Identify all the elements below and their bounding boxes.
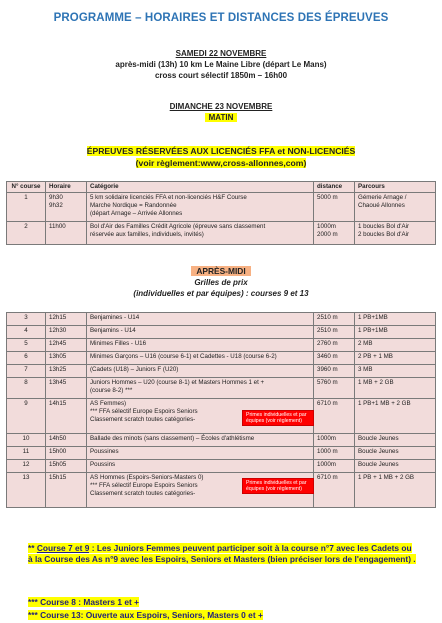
row-category-cell xyxy=(87,399,314,434)
row-num: 11 xyxy=(7,447,46,460)
prime-badge: Primes individuelles et par équipes (voir règlement) xyxy=(242,410,314,426)
row-time: 13h45 xyxy=(46,378,87,399)
row-distance: 2760 m xyxy=(314,339,355,352)
row-time: 13h25 xyxy=(46,365,87,378)
row-category: Poussines xyxy=(87,447,314,460)
afternoon-block xyxy=(0,266,442,299)
row-category: 5 km solidaire licenciés FFA et non-licenciés H&F Course Marche Nordique = Randonnée (départ Arnage – Arrivée Allonnes xyxy=(87,193,314,222)
row-num: 7 xyxy=(7,365,46,378)
row-distance: 2510 m xyxy=(314,313,355,326)
header-time: Horaire xyxy=(46,182,87,193)
table-row xyxy=(7,193,436,222)
row-num: 8 xyxy=(7,378,46,399)
table-row xyxy=(7,313,436,326)
note2-text: *** Course 8 : Masters 1 et + xyxy=(28,597,140,607)
row-distance: 1000 m xyxy=(314,447,355,460)
row-time: 15h15 xyxy=(46,473,87,508)
row-time: 14h15 xyxy=(46,399,87,434)
row-category: Benjamins - U14 xyxy=(87,326,314,339)
table-row xyxy=(7,365,436,378)
row-category: Minimes Garçons – U16 (course 6-1) et Cadettes - U18 (course 6-2) xyxy=(87,352,314,365)
row-category: (Cadets (U18) – Juniors F (U20) xyxy=(87,365,314,378)
table-row xyxy=(7,339,436,352)
row-distance: 6710 m xyxy=(314,399,355,434)
table-row xyxy=(7,378,436,399)
row-distance: 2510 m xyxy=(314,326,355,339)
table-row xyxy=(7,352,436,365)
row-category-cell xyxy=(87,473,314,508)
table-row xyxy=(7,434,436,447)
note1-course: Course 7 et 9 xyxy=(36,543,90,553)
note1-prefix: ** xyxy=(28,543,37,553)
row-distance: 5000 m xyxy=(314,193,355,222)
row-num: 2 xyxy=(7,222,46,245)
row-parcours: 1 MB + 2 GB xyxy=(355,378,436,399)
row-num: 9 xyxy=(7,399,46,434)
row-category: AS Hommes (Espoirs-Seniors-Masters 0) *** FFA sélectif Europe Espoirs Seniors Classement scratch toutes catégories- xyxy=(90,474,204,497)
row-num: 13 xyxy=(7,473,46,508)
table-row xyxy=(7,473,436,508)
row-num: 5 xyxy=(7,339,46,352)
row-category: Bol d'Air des Familles Crédit Agricole (épreuve sans classement réservée aux familles, individuels, invités) xyxy=(87,222,314,245)
note-3 xyxy=(28,610,418,621)
row-time: 13h05 xyxy=(46,352,87,365)
row-distance: 3960 m xyxy=(314,365,355,378)
row-time: 15h00 xyxy=(46,447,87,460)
row-parcours: 1 boucles Bol d'Air 2 boucles Bol d'Air xyxy=(355,222,436,245)
row-parcours: Boucle Jeunes xyxy=(355,447,436,460)
reserved-line1: ÉPREUVES RÉSERVÉES AUX LICENCIÉS FFA et NON-LICENCIÉS xyxy=(86,146,356,156)
saturday-date: SAMEDI 22 NOVEMBRE xyxy=(175,49,267,58)
saturday-line2: cross court sélectif 1850m – 16h00 xyxy=(154,71,288,80)
table-header xyxy=(7,182,436,193)
sunday-date: DIMANCHE 23 NOVEMBRE xyxy=(169,102,273,111)
morning-table xyxy=(6,181,436,245)
row-num: 12 xyxy=(7,460,46,473)
reserved-block xyxy=(0,145,442,169)
note-2 xyxy=(28,597,418,608)
row-num: 1 xyxy=(7,193,46,222)
header-category: Catégorie xyxy=(87,182,314,193)
row-time: 12h30 xyxy=(46,326,87,339)
saturday-block xyxy=(0,48,442,81)
row-parcours: Gémerie Arnage / Chaoué Allonnes xyxy=(355,193,436,222)
row-distance: 3460 m xyxy=(314,352,355,365)
row-time: 14h50 xyxy=(46,434,87,447)
note1-text: : Les Juniors Femmes peuvent participer soit à la course n°7 avec les Cadets ou à la Course des As n°9 avec les Espoirs, Seniors et Masters (bien préciser lors de l'engagement) . xyxy=(28,543,416,564)
row-parcours: Boucle Jeunes xyxy=(355,460,436,473)
row-parcours: 1 PB + 1 MB + 2 GB xyxy=(355,473,436,508)
note3-text: *** Course 13: Ouverte aux Espoirs, Seniors, Masters 0 et + xyxy=(28,610,263,620)
row-distance: 5760 m xyxy=(314,378,355,399)
row-category: Minimes Filles - U16 xyxy=(87,339,314,352)
row-category: Ballade des minots (sans classement) – Écoles d'athlétisme xyxy=(87,434,314,447)
sunday-block xyxy=(0,101,442,123)
row-time: 15h05 xyxy=(46,460,87,473)
row-parcours: 2 MB xyxy=(355,339,436,352)
reserved-line2: (voir règlement:www,cross-allonnes,com) xyxy=(135,158,307,168)
table-row xyxy=(7,222,436,245)
table-row xyxy=(7,447,436,460)
row-parcours: 1 PB+1MB xyxy=(355,326,436,339)
row-time: 12h45 xyxy=(46,339,87,352)
table-row xyxy=(7,460,436,473)
row-num: 6 xyxy=(7,352,46,365)
row-category: Poussins xyxy=(87,460,314,473)
row-category: Juniors Hommes – U20 (course 8-1) et Masters Hommes 1 et + (course 8-2) *** xyxy=(87,378,314,399)
row-parcours: 1 PB+1 MB + 2 GB xyxy=(355,399,436,434)
row-num: 10 xyxy=(7,434,46,447)
row-distance: 6710 m xyxy=(314,473,355,508)
note-1 xyxy=(28,543,418,565)
row-num: 3 xyxy=(7,313,46,326)
row-parcours: 1 PB+1MB xyxy=(355,313,436,326)
row-parcours: Boucle Jeunes xyxy=(355,434,436,447)
table-row xyxy=(7,399,436,434)
saturday-line1: après-midi (13h) 10 km Le Maine Libre (départ Le Mans) xyxy=(115,60,327,69)
header-num: N° course xyxy=(7,182,46,193)
afternoon-table xyxy=(6,312,436,508)
row-category: Benjamines - U14 xyxy=(87,313,314,326)
row-distance: 1000m xyxy=(314,434,355,447)
row-category: AS Femmes) *** FFA sélectif Europe Espoirs Seniors Classement scratch toutes catégories- xyxy=(90,400,198,423)
prime-badge: Primes individuelles et par équipes (voir règlement) xyxy=(242,478,314,494)
header-parcours: Parcours xyxy=(355,182,436,193)
row-num: 4 xyxy=(7,326,46,339)
page-title: PROGRAMME – HORAIRES ET DISTANCES DES ÉPREUVES xyxy=(53,12,389,24)
row-distance: 1000m xyxy=(314,460,355,473)
row-parcours: 3 MB xyxy=(355,365,436,378)
row-time: 11h00 xyxy=(46,222,87,245)
row-time: 12h15 xyxy=(46,313,87,326)
header-distance: distance xyxy=(314,182,355,193)
table-row xyxy=(7,326,436,339)
row-distance: 1000m 2000 m xyxy=(314,222,355,245)
row-parcours: 2 PB + 1 MB xyxy=(355,352,436,365)
afternoon-label: APRÈS-MIDI xyxy=(191,266,250,276)
morning-label: MATIN xyxy=(205,113,238,122)
row-time: 9h30 9h32 xyxy=(46,193,87,222)
prize-line2: (individuelles et par équipes) : courses 9 et 13 xyxy=(133,289,309,298)
prize-line1: Grilles de prix xyxy=(194,278,248,287)
